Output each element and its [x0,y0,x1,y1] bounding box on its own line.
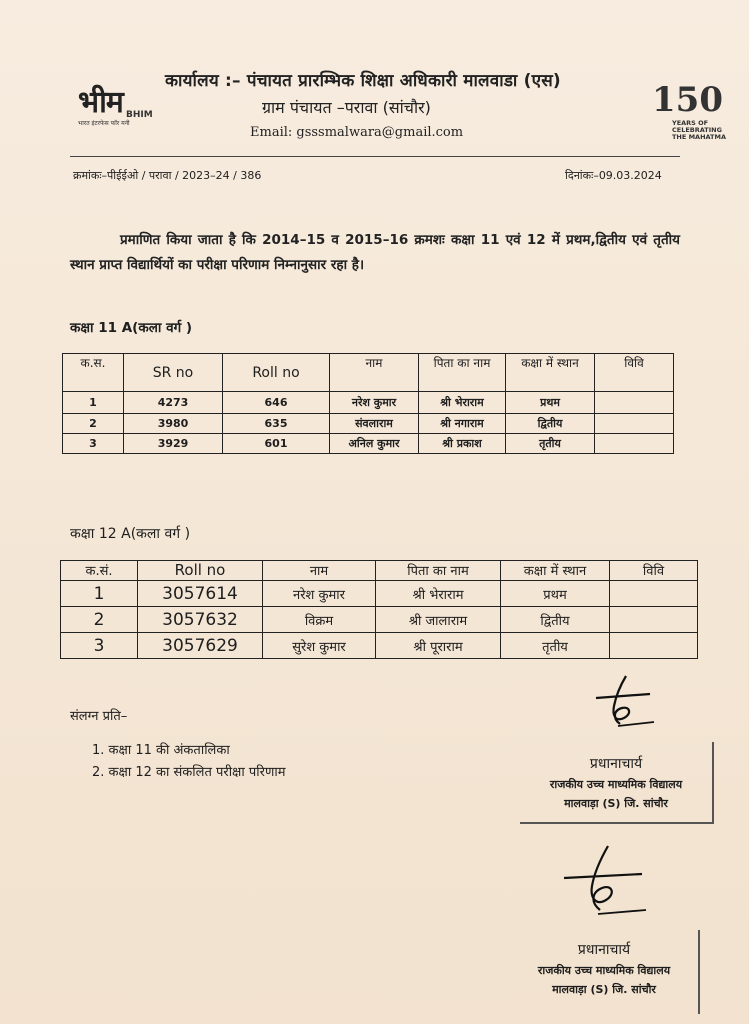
table-row [63,434,674,454]
column-header: SR no [124,354,223,392]
table-row [61,633,698,659]
column-header: कक्षा में स्थान [506,354,595,392]
gandhi-150-emblem [652,80,744,152]
table-header-row [63,354,674,392]
table-cell: द्वितीय [501,607,610,633]
table-cell: तृतीय [501,633,610,659]
principal-stamp-2 [510,930,700,1014]
table-cell: श्री जालाराम [376,607,501,633]
stamp-line-1: राजकीय उच्च माध्यमिक विद्यालय [537,964,671,977]
principal-stamp-1 [520,742,714,824]
table-cell: 3980 [124,414,223,434]
signature-1 [590,672,660,732]
enclosures-label: संलग्न प्रति– [70,709,128,724]
table-cell: 646 [223,392,330,414]
list-item: 1. कक्षा 11 की अंकतालिका [92,743,230,758]
table-cell: श्री भेराराम [376,581,501,607]
emblem-text-1: YEARS OF [672,119,709,127]
document-date: दिनांकः–09.03.2024 [565,169,662,182]
table-cell: श्री प्रकाश [419,434,506,454]
stamp-title: प्रधानाचार्य [589,756,643,772]
emblem-text-2: CELEBRATING [672,126,722,134]
table-cell [610,581,698,607]
class12-title: कक्षा 12 A(कला वर्ग ) [70,526,191,542]
bhim-logo [78,80,158,136]
column-header: कक्षा में स्थान [501,561,610,581]
header-divider [70,156,680,157]
column-header: क.स. [63,354,124,392]
panchayat-heading: ग्राम पंचायत –परावा (सांचौर) [262,98,431,117]
column-header: विवि [610,561,698,581]
table-row [61,581,698,607]
table-cell: 2 [61,607,138,633]
column-header: क.सं. [61,561,138,581]
table-cell: 601 [223,434,330,454]
table-cell: अनिल कुमार [330,434,419,454]
stamp-title: प्रधानाचार्य [577,942,631,958]
table-cell: सुरेश कुमार [263,633,376,659]
emblem-text-3: THE MAHATMA [672,133,726,141]
table-cell: 1 [61,581,138,607]
table-cell: द्वितीय [506,414,595,434]
class11-table [62,353,674,454]
logo-mark: भीम [78,85,123,120]
table-cell [610,633,698,659]
table-cell: 3057632 [138,607,263,633]
table-cell: प्रथम [506,392,595,414]
certification-paragraph: प्रमाणित किया जाता है कि 2014–15 व 2015–16 क्रमशः कक्षा 11 एवं 12 में प्रथम,द्वितीय एवं तृतीय स्थान प्राप्त विद्यार्थियों का परीक्षा परिणाम निम्नानुसार रहा है। [70,232,680,273]
table-row [63,414,674,434]
class12-table [60,560,698,659]
list-item: 2. कक्षा 12 का संकलित परीक्षा परिणाम [92,765,286,780]
table-cell: श्री पूराराम [376,633,501,659]
table-cell: 4273 [124,392,223,414]
class11-title: कक्षा 11 A(कला वर्ग ) [70,320,193,336]
email-line: Email: gsssmalwara@gmail.com [250,125,464,140]
signature-2 [560,842,650,920]
table-cell: 2 [63,414,124,434]
table-header-row [61,561,698,581]
column-header: Roll no [138,561,263,581]
column-header: विवि [595,354,674,392]
reference-number: क्रमांकः–पीईईओ / परावा / 2023–24 / 386 [73,169,262,182]
table-cell [595,392,674,414]
stamp-line-1: राजकीय उच्च माध्यमिक विद्यालय [549,778,683,791]
table-cell: 3929 [124,434,223,454]
table-cell: श्री नगाराम [419,414,506,434]
enclosures-list [92,740,286,784]
table-cell: विक्रम [263,607,376,633]
logo-brand: BHIM [126,110,153,120]
table-cell: प्रथम [501,581,610,607]
column-header: पिता का नाम [376,561,501,581]
table-cell: संवलाराम [330,414,419,434]
table-cell: 3 [61,633,138,659]
table-cell: 1 [63,392,124,414]
table-cell [595,414,674,434]
emblem-number: 150 [652,80,723,120]
stamp-line-2: मालवाड़ा (S) जि. सांचौर [564,797,668,810]
column-header: Roll no [223,354,330,392]
table-cell: 635 [223,414,330,434]
table-cell: 3057629 [138,633,263,659]
table-cell: तृतीय [506,434,595,454]
table-cell: 3 [63,434,124,454]
column-header: नाम [330,354,419,392]
table-cell [595,434,674,454]
table-row [63,392,674,414]
column-header: नाम [263,561,376,581]
table-cell: श्री भेराराम [419,392,506,414]
table-cell: 3057614 [138,581,263,607]
office-heading: कार्यालय :– पंचायत प्रारम्भिक शिक्षा अधिकारी मालवाडा (एस) [165,71,561,91]
table-cell [610,607,698,633]
logo-subtext: भारत इंटरफेस फॉर मनी [78,120,130,127]
table-row [61,607,698,633]
table-cell: नरेश कुमार [330,392,419,414]
column-header: पिता का नाम [419,354,506,392]
table-cell: नरेश कुमार [263,581,376,607]
stamp-line-2: मालवाड़ा (S) जि. सांचौर [552,983,656,996]
